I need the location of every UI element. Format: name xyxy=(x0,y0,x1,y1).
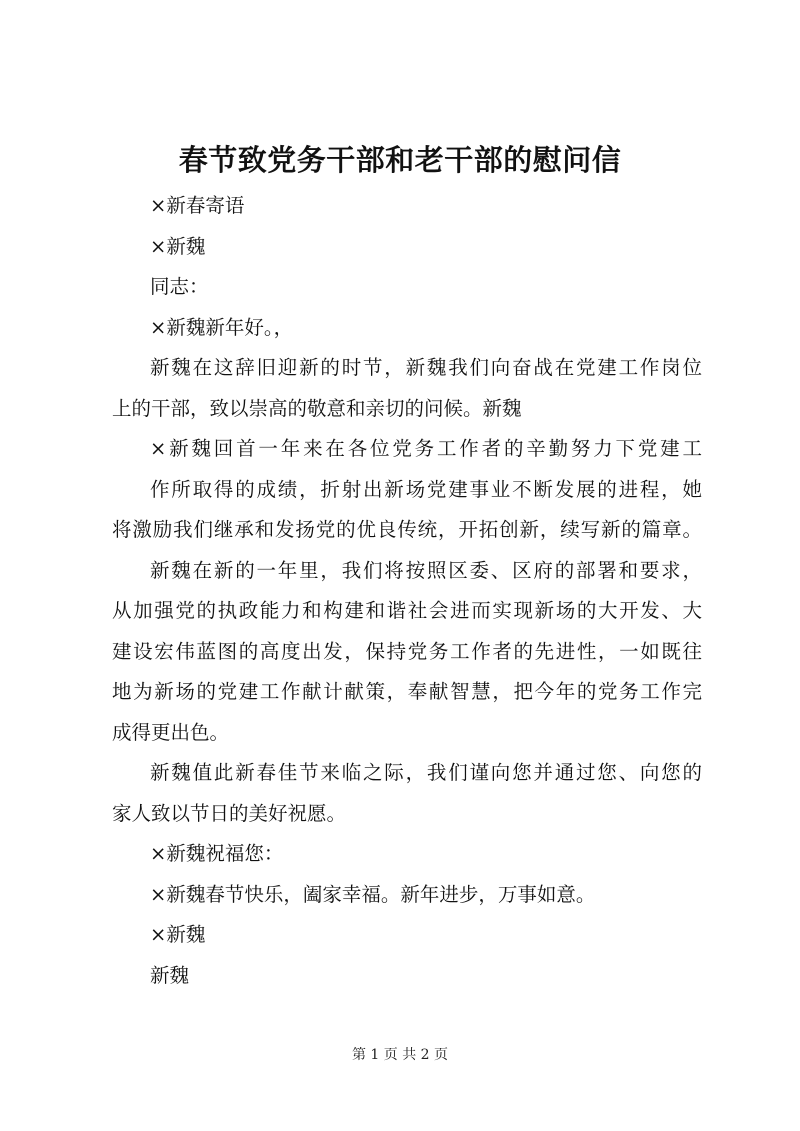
paragraph-line: 地为新场的党建工作献计献策，奉献智慧，把今年的党务工作完 xyxy=(112,680,702,703)
text-line: ×新春寄语 xyxy=(150,194,245,217)
paragraph-line: 将激励我们继承和发扬党的优良传统，开拓创新，续写新的篇章。 xyxy=(112,518,702,541)
paragraph-line: 新魏在新的一年里，我们将按照区委、区府的部署和要求， xyxy=(150,558,702,582)
paragraph-line: 家人致以节日的美好祝愿。 xyxy=(112,801,347,825)
text-line: ×新魏 xyxy=(150,234,206,258)
paragraph-line: 作所取得的成绩，折射出新场党建事业不断发展的进程，她 xyxy=(150,477,702,501)
document-title: 春节致党务干部和老干部的慰问信 xyxy=(178,143,622,177)
paragraph-line: 上的干部，致以崇高的敬意和亲切的问候。新魏 xyxy=(112,396,522,420)
paragraph-line: ×新魏回首一年来在各位党务工作者的辛勤努力下党建工 xyxy=(150,437,702,460)
closing-line: ×新魏春节快乐，阖家幸福。新年进步，万事如意。 xyxy=(150,882,596,906)
closing-line: ×新魏祝福您： xyxy=(150,842,284,865)
paragraph-line: 建设宏伟蓝图的高度出发，保持党务工作者的先进性，一如既往 xyxy=(112,639,702,663)
paragraph-line: 从加强党的执政能力和构建和谐社会进而实现新场的大开发、大 xyxy=(112,599,702,622)
signature-line: ×新魏 xyxy=(150,923,206,946)
paragraph-line: 成得更出色。 xyxy=(112,720,230,744)
page-number-footer: 第 1 页 共 2 页 xyxy=(351,1047,449,1063)
paragraph-line: 新魏值此新春佳节来临之际，我们谨向您并通过您、向您的 xyxy=(150,761,702,784)
text-line: ×新魏新年好。， xyxy=(150,315,294,339)
signature-line: 新魏 xyxy=(150,963,190,987)
salutation: 同志： xyxy=(150,275,209,298)
paragraph-line: 新魏在这辞旧迎新的时节，新魏我们向奋战在党建工作岗位 xyxy=(150,356,702,379)
document-body xyxy=(112,186,702,996)
